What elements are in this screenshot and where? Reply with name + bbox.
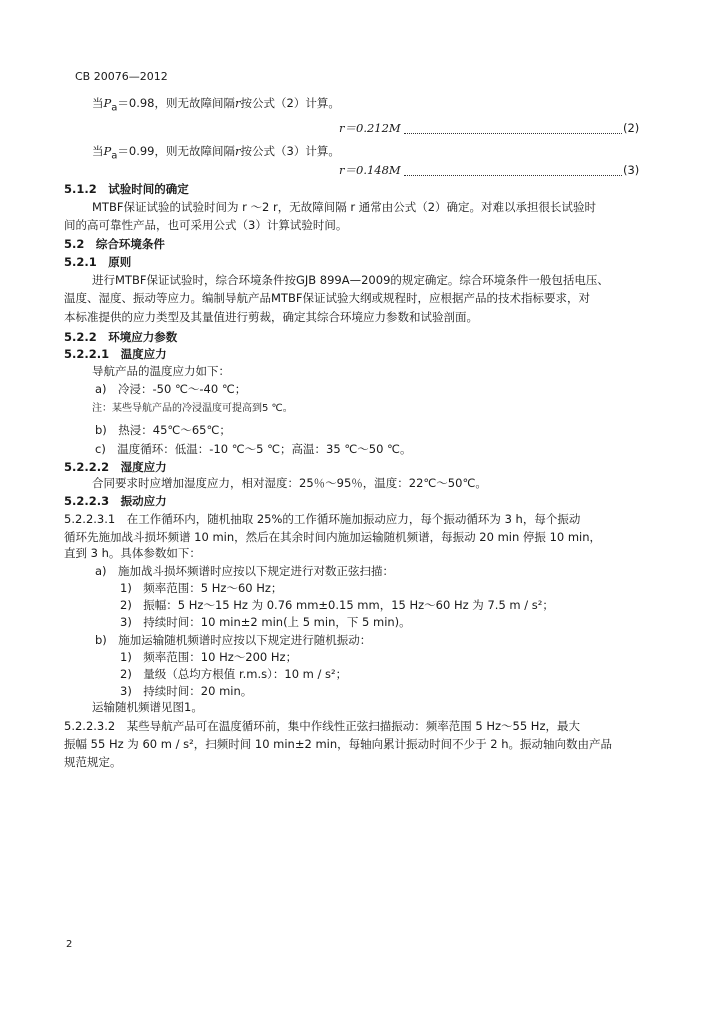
var-r: r [235, 96, 241, 110]
list-item-hot-soak: b) 热浸：45℃～65℃； [95, 423, 231, 437]
vibration-alt-para-1: 5.2.2.3.2 某些导航产品可在温度循环前，集中作线性正弦扫描振动：频率范围 5 Hz～55 Hz，最大 [64, 719, 580, 733]
sub-item-a3: 3) 持续时间：10 min±2 min(上 5 min，下 5 min)。 [120, 615, 411, 629]
formula-2-number: (2) [623, 121, 640, 135]
section-5-1-2-para-1: MTBF保证试验的试验时间为 r ～2 r，无故障间隔 r 通常由公式（2）确定。对难以承担很长试验时 [92, 200, 597, 214]
text: ＝0.98，则无故障间隔 [117, 96, 235, 110]
figure-reference: 运输随机频谱见图1。 [92, 700, 203, 714]
var-sub: a [111, 150, 118, 162]
section-5-1-2-heading: 5.1.2 试验时间的确定 [64, 182, 189, 196]
list-item-combat-spectrum: a) 施加战斗损坏频谱时应按以下规定进行对数正弦扫描： [95, 564, 395, 578]
sub-item-b1: 1) 频率范围：10 Hz～200 Hz； [120, 650, 298, 664]
list-item-temperature-cycle: c) 温度循环：低温：-10 ℃～5 ℃；高温：35 ℃～50 ℃。 [95, 442, 412, 456]
section-5-2-1-heading: 5.2.1 原则 [64, 255, 132, 269]
vibration-para-1: 5.2.2.3.1 在工作循环内，随机抽取 25%的工作循环施加振动应力，每个振动循环为 3 h，每个振动 [64, 512, 581, 526]
list-item-cold-soak: a) 冷浸：-50 ℃～-40 ℃； [95, 382, 247, 396]
section-5-2-1-para-1: 进行MTBF保证试验时，综合环境条件按GJB 899A—2009的规定确定。综合环境条件一般包括电压、 [92, 273, 609, 287]
text: 按公式（3）计算。 [240, 144, 340, 158]
var-p: P [103, 144, 112, 158]
section-5-2-1-para-2: 温度、湿度、振动等应力。编制导航产品MTBF保证试验大纲或规程时，应根据产品的技术指标要求，对 [64, 291, 590, 305]
vibration-alt-para-3: 规范规定。 [64, 755, 122, 769]
vibration-alt-para-2: 振幅 55 Hz 为 60 m / s²，扫频时间 10 min±2 min，每轴向累计振动时间不少于 2 h。振动轴向数由产品 [64, 737, 613, 751]
humidity-para: 合同要求时应增加湿度应力，相对湿度：25％～95％，温度：22℃～50℃。 [92, 476, 487, 490]
section-5-1-2-para-2: 间的高可靠性产品，也可采用公式（3）计算试验时间。 [64, 218, 348, 232]
formula-3-number: (3) [623, 163, 640, 177]
formula-2: r＝0.212M [339, 121, 401, 135]
formula-2-leader [404, 133, 622, 134]
section-5-2-2-3-heading: 5.2.2.3 振动应力 [64, 494, 167, 508]
section-5-2-2-2-heading: 5.2.2.2 湿度应力 [64, 460, 167, 474]
condition-line-098 [92, 96, 340, 115]
sub-item-a1: 1) 频率范围：5 Hz～60 Hz； [120, 581, 283, 595]
formula-3: r＝0.148M [339, 163, 401, 177]
var-p: P [103, 96, 112, 110]
temperature-intro: 导航产品的温度应力如下： [92, 364, 230, 378]
vibration-para-2: 循环先施加战斗损坏频谱 10 min，然后在其余时间内施加运输随机频谱，每振动 20 min 停振 10 min， [64, 530, 602, 544]
section-5-2-heading: 5.2 综合环境条件 [64, 237, 165, 251]
sub-item-b2: 2) 量级（总均方根值 r.m.s）：10 m / s²； [120, 667, 348, 681]
text: 当 [92, 96, 104, 110]
section-5-2-1-para-3: 本标准提供的应力类型及其量值进行剪裁，确定其综合环境应力参数和试验剖面。 [64, 310, 478, 324]
text: 按公式（2）计算。 [240, 96, 340, 110]
formula-3-leader [404, 175, 622, 176]
var-r: r [235, 144, 241, 158]
var-sub: a [111, 102, 118, 114]
section-5-2-2-heading: 5.2.2 环境应力参数 [64, 330, 178, 344]
condition-line-099 [92, 144, 340, 163]
standard-number: CB 20076—2012 [75, 70, 168, 83]
vibration-para-3: 直到 3 h。具体参数如下： [64, 546, 201, 560]
note-cold-soak: 注：某些导航产品的冷浸温度可提高到5 ℃。 [92, 403, 293, 414]
sub-item-b3: 3) 持续时间：20 min。 [120, 684, 253, 698]
list-item-transport-spectrum: b) 施加运输随机频谱时应按以下规定进行随机振动： [95, 633, 372, 647]
sub-item-a2: 2) 振幅：5 Hz～15 Hz 为 0.76 mm±0.15 mm，15 Hz～60 Hz 为 7.5 m / s²； [120, 598, 554, 612]
text: 当 [92, 144, 104, 158]
text: ＝0.99，则无故障间隔 [117, 144, 235, 158]
page-number: 2 [66, 939, 73, 950]
section-5-2-2-1-heading: 5.2.2.1 温度应力 [64, 347, 167, 361]
